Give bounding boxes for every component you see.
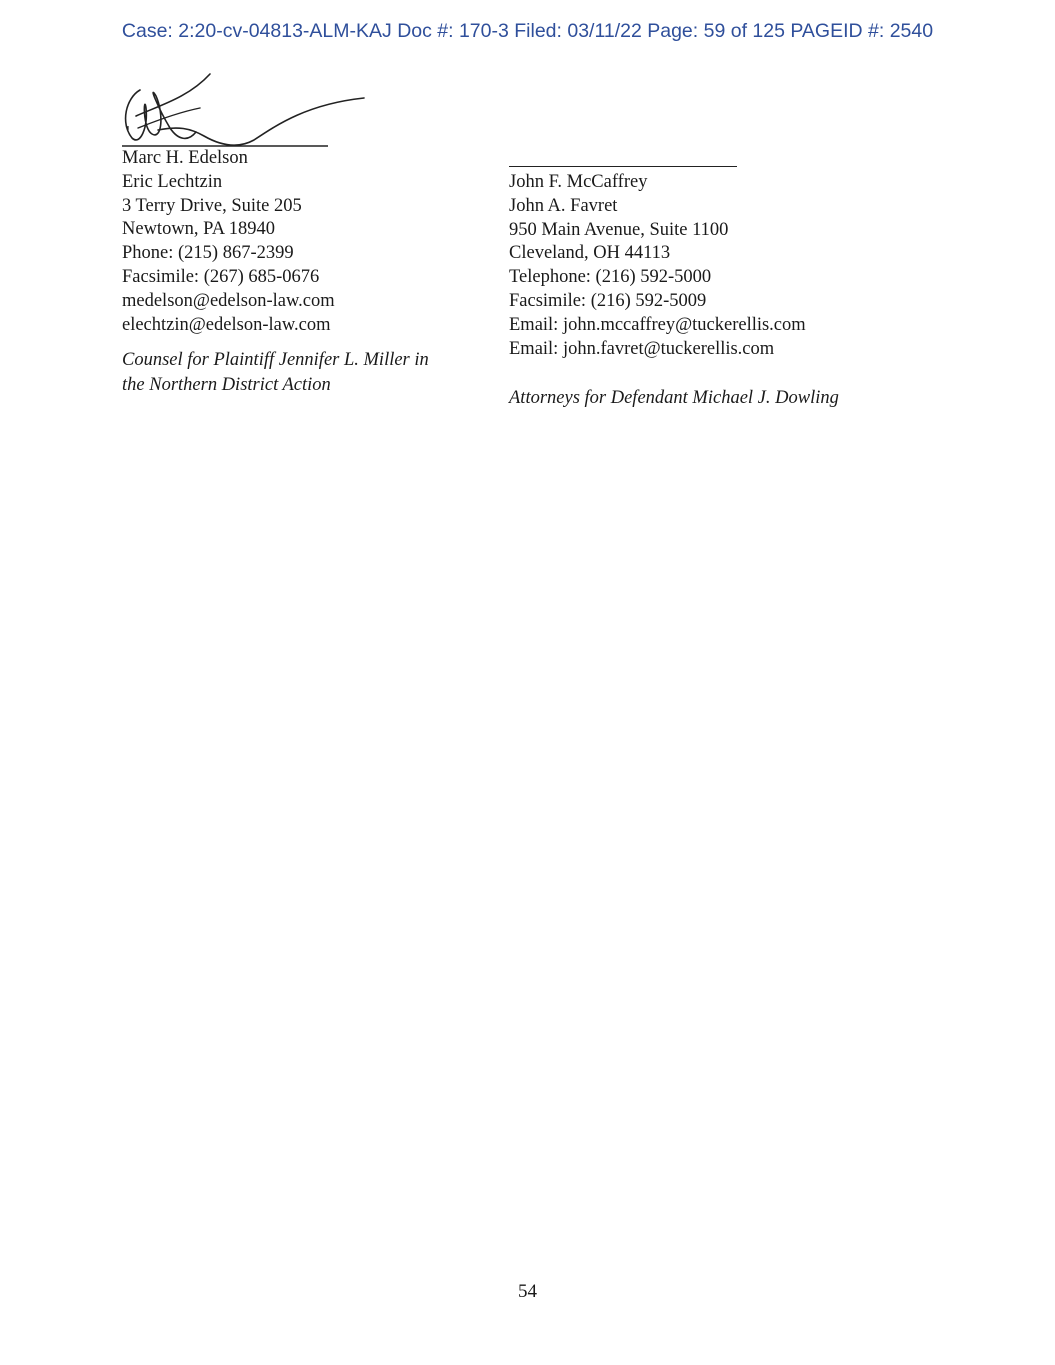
left-counsel-email: elechtzin@edelson-law.com	[122, 314, 331, 335]
right-counsel-block	[509, 171, 806, 361]
right-counsel-email: Email: john.favret@tuckerellis.com	[509, 338, 775, 359]
case-header: Case: 2:20-cv-04813-ALM-KAJ Doc #: 170-3 Filed: 03/11/22 Page: 59 of 125 PAGEID #: 2540	[121, 20, 934, 42]
left-counsel-line: 3 Terry Drive, Suite 205	[122, 195, 302, 216]
left-counsel-line: Marc H. Edelson	[122, 148, 248, 168]
right-counsel-line: John A. Favret	[509, 195, 618, 216]
left-role-line: Counsel for Plaintiff Jennifer L. Miller in	[122, 350, 429, 370]
page-number: 54	[518, 1281, 537, 1302]
left-counsel-line: Newtown, PA 18940	[122, 219, 275, 240]
left-counsel-line: Eric Lechtzin	[122, 171, 223, 192]
right-counsel-line: 950 Main Avenue, Suite 1100	[509, 219, 729, 240]
right-counsel-line: Facsimile: (216) 592-5009	[509, 290, 707, 311]
left-counsel-role	[122, 348, 429, 398]
right-counsel-line: Telephone: (216) 592-5000	[509, 267, 712, 288]
right-counsel-line: John F. McCaffrey	[509, 172, 648, 192]
right-counsel-role: Attorneys for Defendant Michael J. Dowling	[509, 388, 839, 408]
left-counsel-line: Phone: (215) 867-2399	[122, 243, 294, 264]
right-counsel-line: Cleveland, OH 44113	[509, 243, 671, 264]
right-counsel-email: Email: john.mccaffrey@tuckerellis.com	[509, 314, 806, 335]
left-role-line: the Northern District Action	[122, 375, 331, 395]
signature-line-right	[509, 166, 737, 167]
left-counsel-line: Facsimile: (267) 685-0676	[122, 266, 320, 287]
left-counsel-email: medelson@edelson-law.com	[122, 290, 335, 311]
left-counsel-block	[122, 147, 335, 337]
